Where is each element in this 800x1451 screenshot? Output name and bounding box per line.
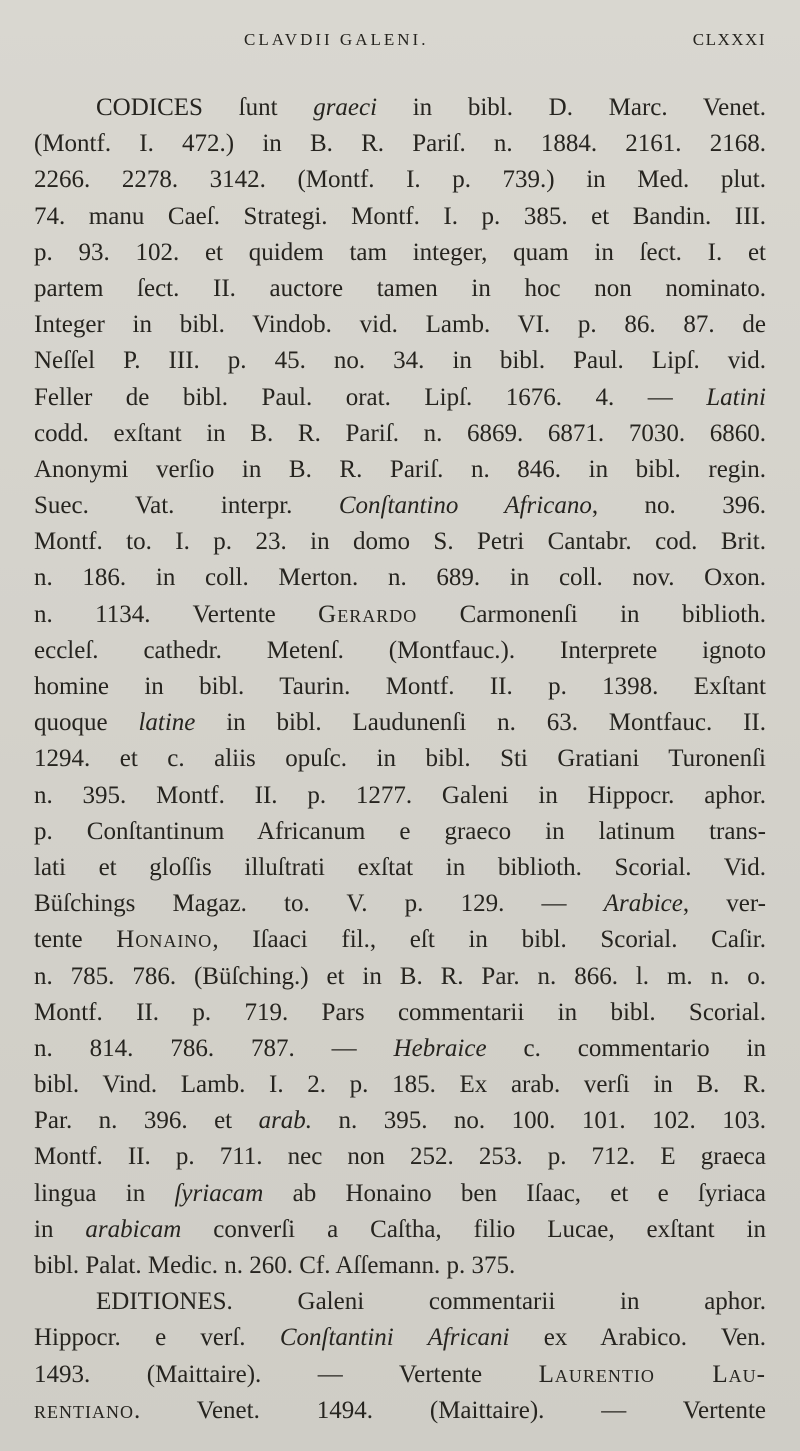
- text-line: [34, 669, 766, 705]
- text-line: [34, 343, 766, 379]
- text-line: [34, 452, 766, 488]
- text-segment: lingua in: [34, 1179, 175, 1207]
- text-line: [34, 1031, 766, 1067]
- text-segment: bibl. Palat. Medic. n. 260. Cf. Aſſemann. p. 375.: [34, 1252, 516, 1279]
- text-segment: c. commentario in: [486, 1034, 766, 1062]
- text-line: [34, 90, 766, 126]
- text-segment: , no. 396.: [591, 492, 766, 520]
- text-segment: codd. exſtant in B. R. Pariſ. n. 6869. 6871. 7030. 6860.: [34, 419, 766, 447]
- text-segment: bibl. Vind. Lamb. I. 2. p. 185. Ex arab. verſi in B. R.: [34, 1071, 766, 1099]
- text-line: [34, 1067, 766, 1103]
- text-line: [34, 1248, 766, 1284]
- text-segment: Hippocr. e verſ.: [34, 1324, 280, 1352]
- text-segment: 74. manu Caeſ. Strategi. Montf. I. p. 385. et Bandin. III.: [34, 202, 766, 230]
- page-number: CLXXXI: [692, 30, 766, 49]
- text-line: [34, 1212, 766, 1248]
- text-segment: Montf. II. p. 711. nec non 252. 253. p. 712. E graeca: [34, 1143, 766, 1171]
- text-segment: in bibl. Laudunenſi n. 63. Montfauc. II.: [195, 709, 766, 737]
- text-segment: , ver-: [682, 890, 766, 918]
- text-line: [34, 126, 766, 162]
- text-line: [34, 560, 766, 596]
- text-segment: (Montf. I. 472.) in B. R. Pariſ. n. 1884. 2161. 2168.: [34, 130, 766, 158]
- body-text: [34, 90, 766, 1429]
- italic-text: Conſtantini Africani: [279, 1324, 510, 1352]
- text-segment: , Iſaaci fil., eſt in bibl. Scorial. Caſir.: [212, 926, 766, 954]
- text-segment: n. 395. Montf. II. p. 1277. Galeni in Hippocr. aphor.: [34, 781, 766, 809]
- text-segment: CODICES ſunt: [96, 94, 314, 121]
- italic-text: graeci: [313, 94, 378, 121]
- text-segment: Par. n. 396. et: [34, 1107, 259, 1135]
- text-segment: n. 395. no. 100. 101. 102. 103.: [312, 1107, 766, 1135]
- text-segment: Büſchings Magaz. to. V. p. 129. —: [34, 890, 604, 918]
- text-line: [34, 416, 766, 452]
- text-segment: Montf. to. I. p. 23. in domo S. Petri Cantabr. cod. Brit.: [34, 528, 766, 556]
- text-line: [34, 1320, 766, 1356]
- text-segment: 1294. et c. aliis opuſc. in bibl. Sti Gratiani Turonenſi: [34, 745, 766, 773]
- text-segment: n. 186. in coll. Merton. n. 689. in coll. nov. Oxon.: [34, 564, 766, 592]
- text-line: [34, 741, 766, 777]
- text-line: [34, 1393, 766, 1429]
- text-segment: eccleſ. cathedr. Metenſ. (Montfauc.). Interprete ignoto: [34, 636, 766, 664]
- text-segment: quoque: [34, 709, 139, 737]
- text-line: [34, 886, 766, 922]
- italic-text: Latini: [706, 383, 766, 411]
- text-segment: n. 814. 786. 787. —: [34, 1034, 394, 1062]
- italic-text: Hebraice: [393, 1034, 487, 1062]
- italic-text: Arabice: [603, 890, 683, 918]
- small-caps-text: Laurentio Lau-: [538, 1360, 766, 1388]
- text-segment: p. Conſtantinum Africanum e graeco in latinum trans-: [34, 817, 766, 845]
- text-segment: Anonymi verſio in B. R. Pariſ. n. 846. in bibl. regin.: [34, 455, 766, 483]
- italic-text: Conſtantino Africano: [338, 492, 592, 520]
- text-line: [34, 271, 766, 307]
- text-line: [34, 235, 766, 271]
- text-segment: . Venet. 1494. (Maittaire). — Vertente: [134, 1396, 766, 1424]
- text-line: [34, 995, 766, 1031]
- text-segment: 1493. (Maittaire). — Vertente: [34, 1360, 539, 1388]
- text-line: [34, 1357, 766, 1393]
- italic-text: latine: [138, 709, 196, 737]
- text-segment: Montf. II. p. 719. Pars commentarii in bibl. Scorial.: [34, 998, 766, 1026]
- text-segment: n. 785. 786. (Büſching.) et in B. R. Par. n. 866. l. m. n. o.: [34, 962, 766, 990]
- text-line: [34, 633, 766, 669]
- text-segment: converſi a Caſtha, filio Lucae, exſtant in: [181, 1215, 766, 1243]
- running-title: CLAVDII GALENI.: [244, 30, 429, 49]
- text-line: [34, 199, 766, 235]
- text-line: [34, 778, 766, 814]
- text-segment: Neſſel P. III. p. 45. no. 34. in bibl. Paul. Lipſ. vid.: [34, 347, 766, 375]
- text-segment: Carmonenſi in biblioth.: [417, 600, 766, 628]
- text-line: [34, 850, 766, 886]
- text-line: [34, 1139, 766, 1175]
- text-segment: 2266. 2278. 3142. (Montf. I. p. 739.) in Med. plut.: [34, 166, 766, 194]
- text-line: [34, 488, 766, 524]
- text-segment: ex Arabico. Ven.: [509, 1324, 766, 1352]
- text-line: [34, 524, 766, 560]
- text-segment: in bibl. D. Marc. Venet.: [377, 94, 766, 121]
- italic-text: arab.: [258, 1107, 313, 1135]
- page-header: [34, 30, 766, 60]
- small-caps-text: rentiano: [34, 1396, 134, 1424]
- italic-text: arabicam: [85, 1215, 182, 1243]
- small-caps-text: Gerardo: [318, 600, 418, 628]
- text-segment: n. 1134. Vertente: [34, 600, 319, 628]
- text-segment: partem ſect. II. auctore tamen in hoc non nominato.: [34, 274, 766, 302]
- text-line: [34, 959, 766, 995]
- text-segment: p. 93. 102. et quidem tam integer, quam in ſect. I. et: [34, 238, 766, 266]
- text-line: [34, 705, 766, 741]
- text-line: [34, 922, 766, 958]
- text-segment: tente: [34, 926, 117, 954]
- italic-text: ſyriacam: [174, 1179, 264, 1207]
- text-segment: Feller de bibl. Paul. orat. Lipſ. 1676. 4. —: [34, 383, 707, 411]
- text-line: [34, 1103, 766, 1139]
- text-line: [34, 162, 766, 198]
- text-segment: in: [34, 1215, 86, 1243]
- text-segment: Suec. Vat. interpr.: [34, 492, 339, 520]
- text-segment: ab Honaino ben Iſaac, et e ſyriaca: [263, 1179, 766, 1207]
- text-segment: EDITIONES. Galeni commentarii in aphor.: [96, 1288, 766, 1316]
- text-segment: lati et gloſſis illuſtrati exſtat in biblioth. Scorial. Vid.: [34, 853, 766, 881]
- text-line: [34, 814, 766, 850]
- text-line: [34, 1176, 766, 1212]
- text-line: [34, 307, 766, 343]
- text-line: [34, 1284, 766, 1320]
- small-caps-text: Honaino: [116, 926, 213, 954]
- text-segment: Integer in bibl. Vindob. vid. Lamb. VI. p. 86. 87. de: [34, 311, 766, 339]
- text-line: [34, 380, 766, 416]
- text-segment: homine in bibl. Taurin. Montf. II. p. 1398. Exſtant: [34, 673, 766, 700]
- text-line: [34, 597, 766, 633]
